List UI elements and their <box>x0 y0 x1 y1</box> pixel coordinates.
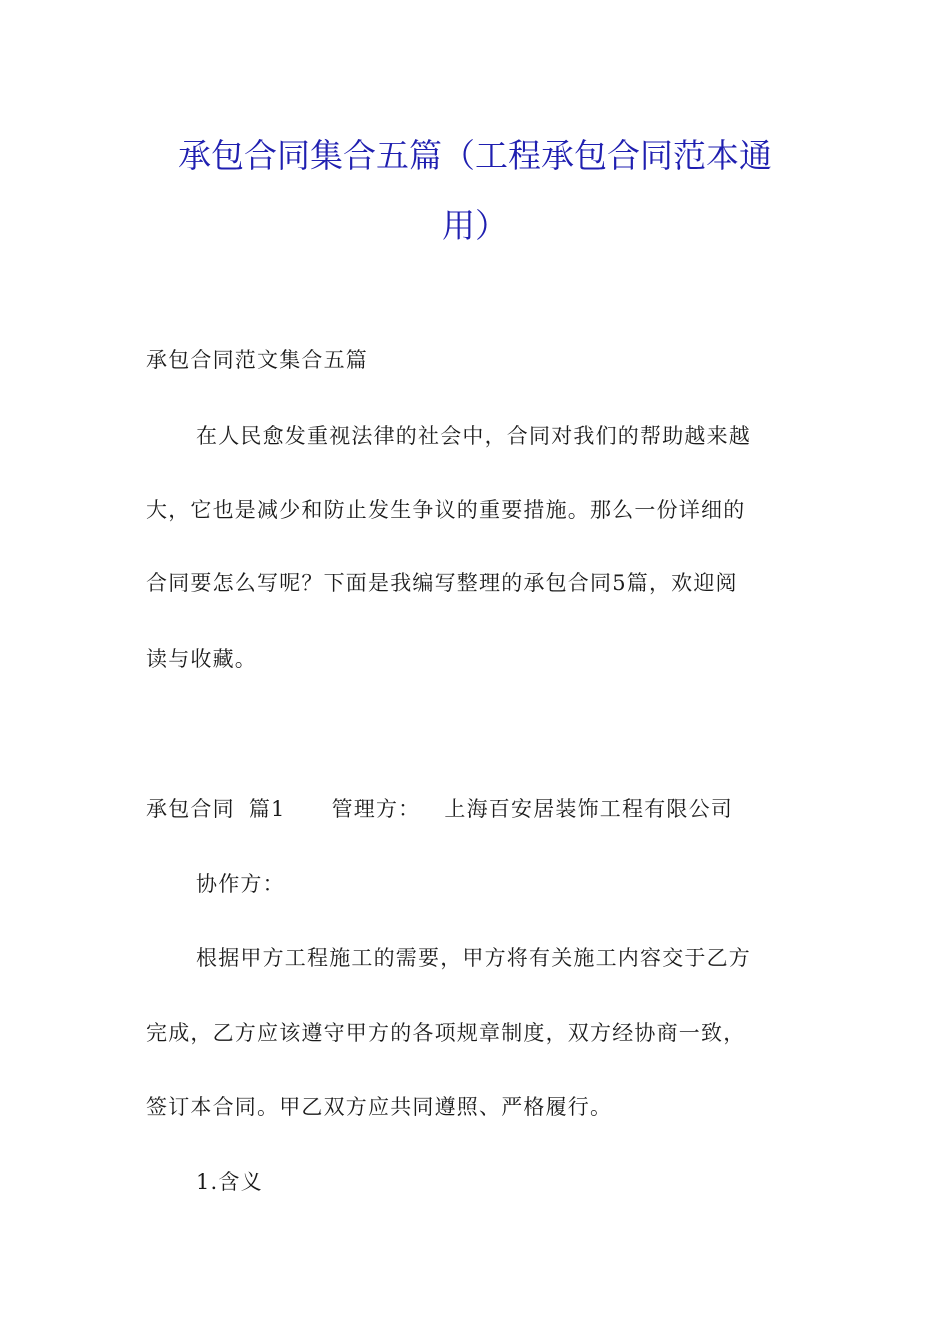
intro-line-1: 在人民愈发重视法律的社会中，合同对我们的帮助越来越 <box>196 424 751 448</box>
body-line-1: 根据甲方工程施工的需要，甲方将有关施工内容交于乙方 <box>196 946 751 970</box>
document-title-line-1: 承包合同集合五篇（工程承包合同范本通 <box>178 136 772 175</box>
clause-heading: 1.含义 <box>196 1170 263 1194</box>
body-line-2: 完成，乙方应该遵守甲方的各项规章制度，双方经协商一致， <box>146 1021 746 1045</box>
manager-value: 上海百安居装饰工程有限公司 <box>444 797 733 821</box>
subtitle: 承包合同范文集合五篇 <box>146 348 368 372</box>
section-heading: 承包合同 <box>146 797 235 821</box>
document-title-line-2: 用） <box>442 206 508 245</box>
intro-line-3: 合同要怎么写呢？下面是我编写整理的承包合同5篇，欢迎阅 <box>146 571 738 595</box>
partner-label: 协作方： <box>196 872 285 896</box>
intro-line-2: 大，它也是减少和防止发生争议的重要措施。那么一份详细的 <box>146 498 746 522</box>
section-number: 篇1 <box>248 797 286 821</box>
intro-line-4: 读与收藏。 <box>146 647 257 671</box>
section-heading-row <box>146 795 733 823</box>
manager-label: 管理方： <box>331 797 421 821</box>
body-line-3: 签订本合同。甲乙双方应共同遵照、严格履行。 <box>146 1095 613 1119</box>
